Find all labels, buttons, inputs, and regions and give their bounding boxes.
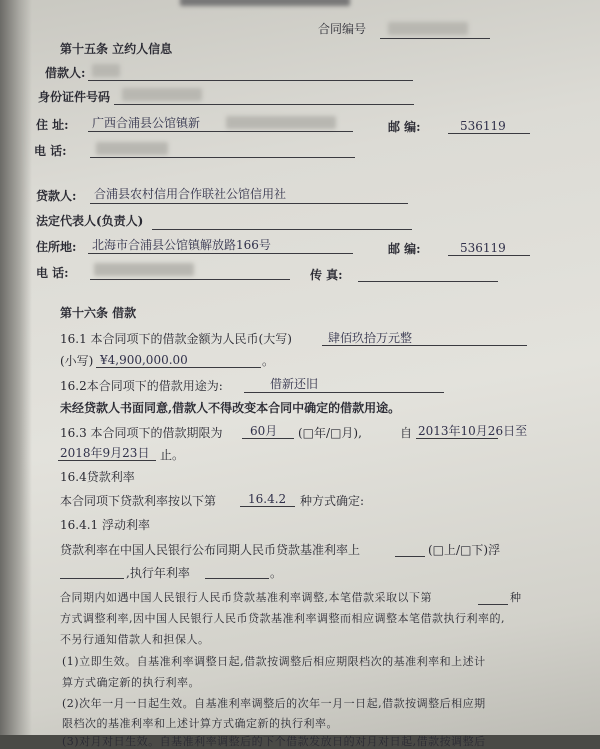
adj-blank — [478, 604, 508, 605]
lender-line — [90, 203, 408, 204]
phone-label: 电 话: — [34, 144, 67, 158]
s16-4-value: 16.4.2 — [248, 492, 287, 506]
s16-3-end-suffix: 止。 — [160, 448, 185, 462]
lender-phone-redacted — [94, 263, 194, 276]
borrower-redacted — [92, 64, 120, 77]
adj-p1-line1-end: 种 — [510, 591, 522, 604]
contract-no-label: 合同编号 — [318, 22, 367, 36]
adj-1-line1: (1)立即生效。自基准利率调整日起,借款按调整后相应期限档次的基准利率和上述计 — [62, 655, 486, 668]
adj-p1-line3: 不另行通知借款人和担保人。 — [60, 633, 210, 646]
article-15-title: 第十五条 立约人信息 — [60, 42, 173, 56]
s16-3-term-line — [242, 438, 294, 439]
legal-rep-label: 法定代表人(负责人) — [36, 214, 144, 228]
s16-1-text: 16.1 本合同项下的借款金额为人民币(大写) — [60, 332, 292, 346]
fax-label: 传 真: — [310, 268, 343, 282]
s16-1-upper: 肆佰玖拾万元整 — [328, 331, 413, 345]
s16-4-1-end: 。 — [270, 566, 283, 580]
legal-rep-line — [152, 229, 412, 230]
page-shadow — [0, 0, 32, 735]
adj-2-line2: 限档次的基准利率和上述计算方式确定新的执行利率。 — [62, 717, 338, 730]
s16-4-1-text: 贷款利率在中国人民银行公布同期人民币贷款基准利率上 — [60, 543, 361, 557]
phone-redacted — [96, 142, 168, 155]
s16-4-suffix: 种方式确定: — [300, 494, 365, 508]
s16-2-text: 16.2本合同项下的借款用途为: — [60, 379, 223, 393]
lender-phone-line — [90, 279, 290, 280]
s16-3-start: 2013年10月26日至 — [418, 424, 528, 438]
address-line — [88, 131, 353, 132]
s16-1-lower-label: (小写) — [60, 354, 94, 368]
s16-3-end: 2018年9月23日 — [60, 446, 150, 460]
s16-4-1-blank-3 — [205, 578, 269, 579]
borrower-label: 借款人: — [45, 66, 86, 80]
s16-1-lower-line — [96, 367, 261, 368]
adj-p1-line1: 合同期内如遇中国人民银行人民币贷款基准利率调整,本笔借款采取以下第 — [60, 591, 432, 604]
postcode-label: 邮 编: — [388, 120, 421, 134]
s16-2-value: 借新还旧 — [270, 377, 319, 391]
adj-2-line1: (2)次年一月一日起生效。自基准利率调整后的次年一月一日起,借款按调整后相应期 — [62, 697, 486, 710]
s16-4-1-blank-1 — [395, 556, 425, 557]
lender-address-label: 住所地: — [36, 240, 77, 254]
header-cutoff — [180, 0, 350, 6]
adj-1-line2: 算方式确定新的执行利率。 — [62, 676, 200, 689]
lender-postcode-line — [448, 255, 530, 256]
contract-no-line — [380, 38, 490, 39]
s16-4-title: 16.4贷款利率 — [60, 470, 135, 484]
lender-postcode-label: 邮 编: — [388, 242, 421, 256]
lender-phone-label: 电 话: — [36, 266, 69, 280]
s16-1-upper-line — [322, 345, 527, 346]
s16-4-1-blank-2 — [60, 578, 124, 579]
s16-3-from: 自 — [400, 426, 413, 440]
s16-3-text: 16.3 本合同项下的借款期限为 — [60, 426, 223, 440]
id-redacted — [122, 88, 202, 101]
lender-name: 合浦县农村信用合作联社公馆信用社 — [94, 187, 287, 201]
fax-line — [358, 281, 498, 282]
borrower-line — [88, 80, 413, 81]
lender-postcode-value: 536119 — [460, 241, 506, 255]
lender-label: 贷款人: — [36, 189, 77, 203]
s16-3-end-line — [58, 460, 156, 461]
postcode-value: 536119 — [460, 119, 506, 133]
id-line — [114, 104, 414, 105]
lender-address-line — [88, 253, 353, 254]
lender-address: 北海市合浦县公馆镇解放路166号 — [92, 238, 271, 252]
s16-3-term: 60月 — [250, 424, 278, 438]
s16-1-lower-value: ¥4,900,000.00 — [100, 353, 188, 367]
s16-3-unit: (□年/□月), — [298, 426, 362, 440]
article-16-title: 第十六条 借款 — [60, 306, 137, 320]
s16-3-start-line — [416, 438, 498, 439]
id-label: 身份证件号码 — [38, 90, 111, 104]
s16-4-1-title: 16.4.1 浮动利率 — [60, 518, 150, 532]
s16-1-end: 。 — [262, 354, 275, 368]
address-redacted — [226, 116, 336, 129]
borrower-address: 广西合浦县公馆镇新 — [92, 116, 201, 130]
s16-4-1-choice: (□上/□下)浮 — [428, 543, 501, 557]
adj-3-line1: (3)对月对日生效。自基准利率调整后的下个借款发放日的对月对日起,借款按调整后 — [62, 735, 486, 748]
s16-4-text: 本合同项下贷款利率按以下第 — [60, 494, 217, 508]
postcode-line — [448, 133, 530, 134]
address-label: 住 址: — [36, 118, 69, 132]
s16-4-value-line — [240, 506, 295, 507]
s16-2-line — [244, 392, 444, 393]
phone-line — [90, 157, 355, 158]
s16-2-note: 未经贷款人书面同意,借款人不得改变本合同中确定的借款用途。 — [60, 401, 401, 415]
contract-no-redacted — [388, 22, 468, 35]
adj-p1-line2: 方式调整利率,因中国人民银行人民币贷款基准利率调整而相应调整本笔借款执行利率的, — [60, 612, 505, 625]
s16-4-1-rate: ,执行年利率 — [126, 566, 190, 580]
